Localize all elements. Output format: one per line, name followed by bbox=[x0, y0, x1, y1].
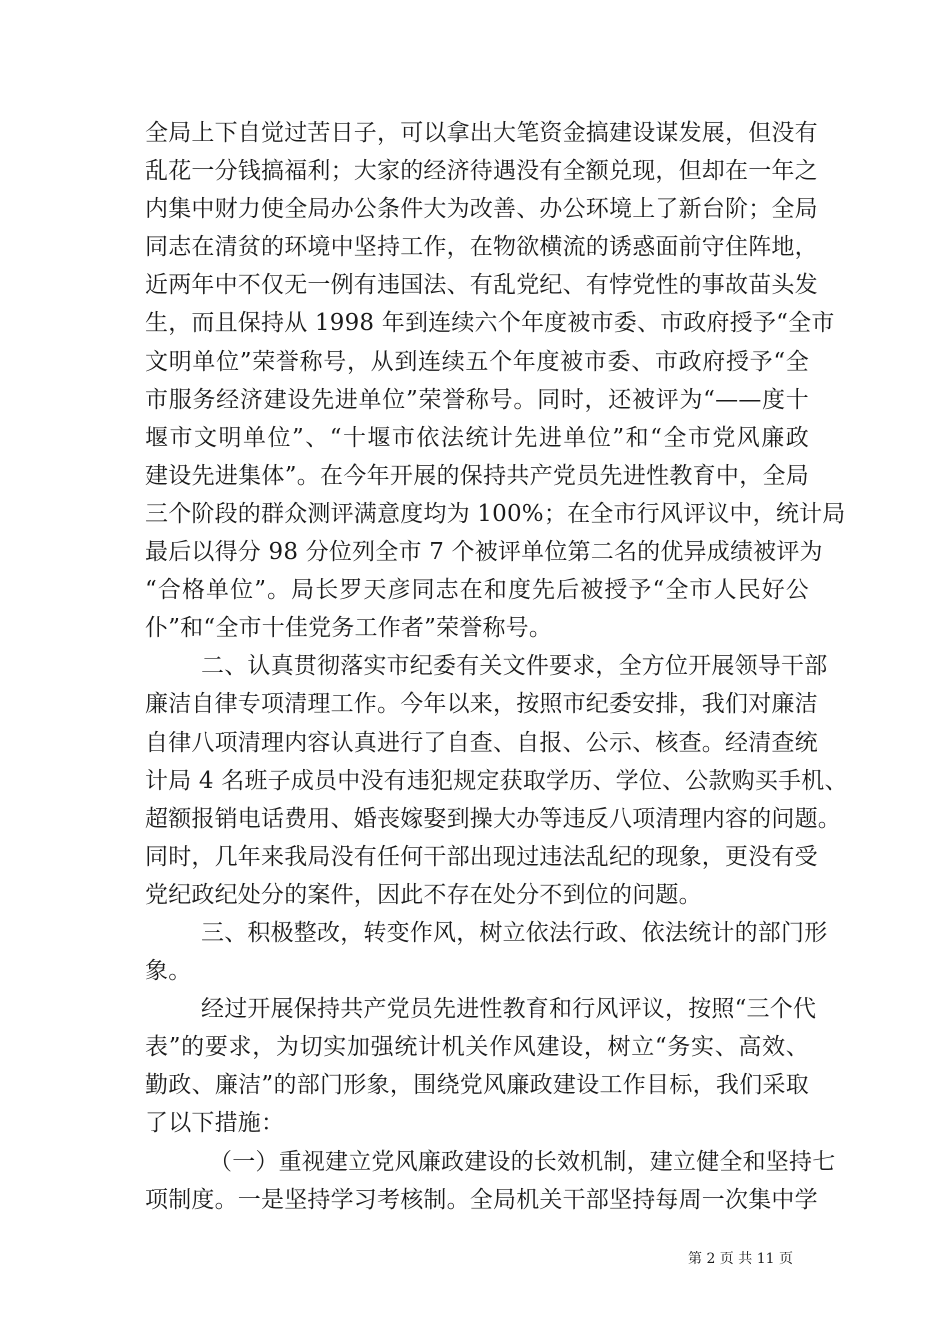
text-line: 计局 4 名班子成员中没有违犯规定获取学历、学位、公款购买手机、 bbox=[145, 767, 848, 794]
text-line: 超额报销电话费用、婚丧嫁娶到操大办等违反八项清理内容的问题。 bbox=[145, 805, 841, 832]
text-line: 建设先进集体”。在今年开展的保持共产党员先进性教育中，全局 bbox=[145, 462, 809, 489]
text-line: 全局上下自觉过苦日子，可以拿出大笔资金搞建设谋发展，但没有 bbox=[145, 120, 818, 146]
text-line: 乱花一分钱搞福利；大家的经济待遇没有全额兑现，但却在一年之 bbox=[145, 158, 818, 185]
text-line: 表”的要求，为切实加强统计机关作风建设，树立“务实、高效、 bbox=[145, 1034, 809, 1061]
text-line: 党纪政纪处分的案件，因此不存在处分不到位的问题。 bbox=[145, 881, 702, 908]
text-line: 三个阶段的群众测评满意度均为 100%；在全市行风评议中，统计局 bbox=[145, 500, 846, 527]
text-line: 廉洁自律专项清理工作。今年以来，按照市纪委安排，我们对廉洁 bbox=[145, 691, 818, 718]
text-line: “合格单位”。局长罗天彦同志在和度先后被授予“全市人民好公 bbox=[145, 577, 809, 604]
text-line: 近两年中不仅无一例有违国法、有乱党纪、有悖党性的事故苗头发 bbox=[145, 272, 818, 299]
document-body bbox=[145, 114, 848, 1219]
text-line: 自律八项清理内容认真进行了自查、自报、公示、核查。经清查统 bbox=[145, 729, 818, 756]
subsection-heading-line: （一）重视建立党风廉政建设的长效机制，建立健全和坚持七 bbox=[209, 1148, 836, 1175]
text-line: 同志在清贫的环境中坚持工作，在物欲横流的诱惑面前守住阵地， bbox=[145, 234, 818, 261]
text-line: 了以下措施： bbox=[145, 1110, 285, 1137]
text-line: 文明单位”荣誉称号，从到连续五个年度被市委、市政府授予“全 bbox=[145, 348, 809, 375]
text-line: 仆”和“全市十佳党务工作者”荣誉称号。 bbox=[145, 615, 553, 642]
section-heading-line: 二、认真贯彻落实市纪委有关文件要求，全方位开展领导干部 bbox=[201, 653, 828, 680]
text-line: 象。 bbox=[145, 958, 192, 985]
text-line: 最后以得分 98 分位列全市 7 个被评单位第二名的优异成绩被评为 bbox=[145, 539, 823, 566]
text-line: 市服务经济建设先进单位”荣誉称号。同时，还被评为“——度十 bbox=[145, 386, 809, 413]
text-line: 内集中财力使全局办公条件大为改善、办公环境上了新台阶；全局 bbox=[145, 196, 818, 223]
text-line: 同时，几年来我局没有任何干部出现过违法乱纪的现象，更没有受 bbox=[145, 843, 818, 870]
text-line: 堰市文明单位”、“十堰市依法统计先进单位”和“全市党风廉政 bbox=[145, 424, 809, 451]
text-line: 生，而且保持从 1998 年到连续六个年度被市委、市政府授予“全市 bbox=[145, 310, 835, 337]
text-line: 项制度。一是坚持学习考核制。全局机关干部坚持每周一次集中学 bbox=[145, 1186, 818, 1213]
page-number-footer: 第 2 页 共 11 页 bbox=[688, 1251, 793, 1267]
text-line: 勤政、廉洁”的部门形象，围绕党风廉政建设工作目标，我们采取 bbox=[145, 1072, 809, 1099]
section-heading-line: 三、积极整改，转变作风，树立依法行政、依法统计的部门形 bbox=[201, 919, 828, 946]
paragraph-first-line: 经过开展保持共产党员先进性教育和行风评议，按照“三个代 bbox=[201, 996, 817, 1023]
